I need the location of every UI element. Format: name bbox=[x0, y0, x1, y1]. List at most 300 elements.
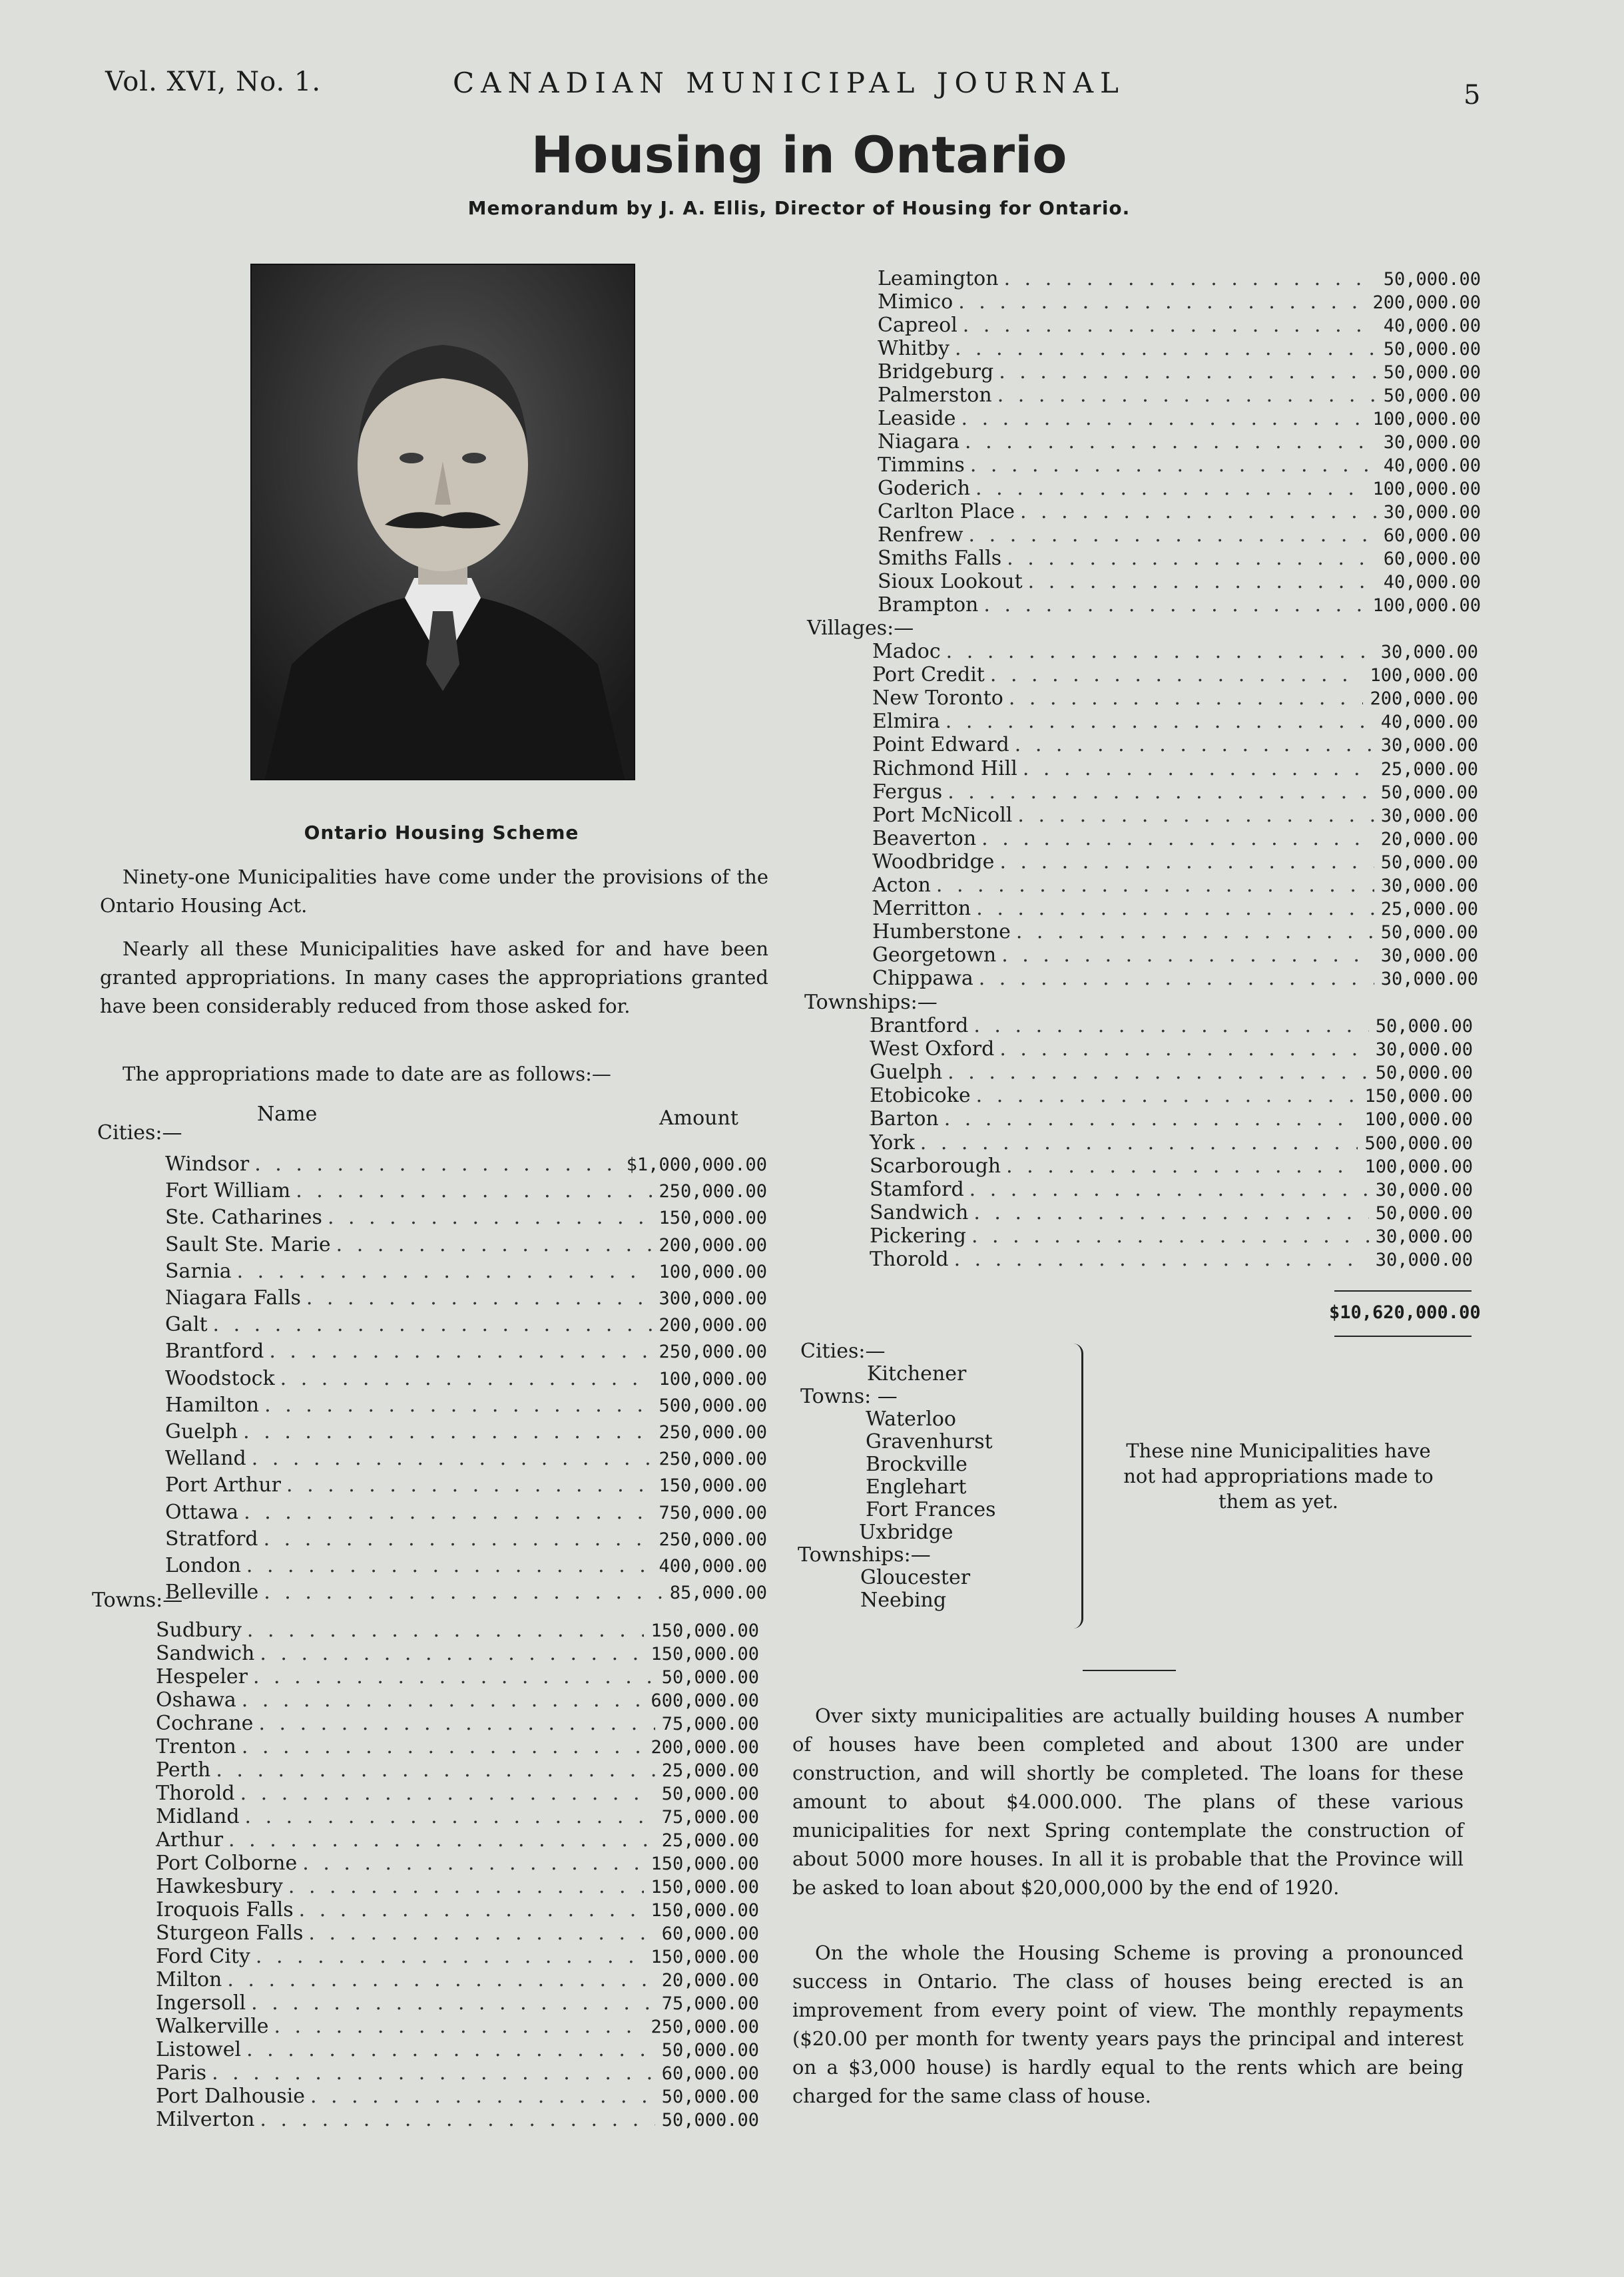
dot-leader bbox=[274, 2015, 644, 2038]
municipality-name: Woodbridge bbox=[872, 850, 995, 874]
municipality-name: Brantford bbox=[165, 1340, 264, 1364]
municipality-name: Ottawa bbox=[165, 1500, 239, 1524]
table-row bbox=[156, 1969, 759, 1992]
dot-leader bbox=[247, 1619, 645, 1642]
dot-leader bbox=[336, 1234, 653, 1256]
journal-name: CANADIAN MUNICIPAL JOURNAL bbox=[453, 67, 1125, 99]
intro-paragraph-1: Ninety-one Municipalities have come under the provisions of the Ontario Housing Act. bbox=[100, 866, 768, 917]
table-row bbox=[165, 1368, 767, 1391]
appropriation-amount: 20,000.00 bbox=[661, 1970, 759, 1991]
dot-leader bbox=[253, 1666, 655, 1688]
table-row bbox=[878, 384, 1481, 407]
municipality-name: New Toronto bbox=[872, 686, 1003, 710]
municipality-name: Bridgeburg bbox=[878, 360, 994, 383]
dot-leader bbox=[246, 1555, 653, 1577]
municipality-name: London bbox=[165, 1554, 241, 1577]
table-row bbox=[156, 2015, 759, 2039]
list-item: Fort Frances bbox=[866, 1498, 996, 1521]
table-row bbox=[870, 1038, 1473, 1061]
section-label-villages: Villages:— bbox=[807, 617, 914, 640]
article-subtitle: Memorandum by J. A. Ellis, Director of Housing for Ontario. bbox=[467, 197, 1131, 219]
dot-leader bbox=[999, 851, 1374, 874]
appropriation-amount: 100,000.00 bbox=[1364, 1156, 1473, 1177]
appropriation-amount: 50,000.00 bbox=[1380, 782, 1478, 803]
list-item: Gloucester bbox=[860, 1566, 971, 1589]
appropriation-amount: 30,000.00 bbox=[1375, 1039, 1473, 1061]
dot-leader bbox=[237, 1260, 653, 1283]
table-row bbox=[156, 2109, 759, 2132]
municipality-name: Goderich bbox=[878, 477, 971, 500]
table-row bbox=[156, 1619, 759, 1643]
dot-leader bbox=[920, 1132, 1358, 1154]
appropriation-amount: 50,000.00 bbox=[1380, 852, 1478, 873]
table-row bbox=[872, 921, 1478, 944]
dot-leader bbox=[990, 664, 1364, 686]
municipality-name: Oshawa bbox=[156, 1688, 236, 1712]
table-row bbox=[878, 571, 1481, 594]
municipality-name: Sudbury bbox=[156, 1619, 242, 1642]
table-row bbox=[156, 1852, 759, 1876]
table-row bbox=[870, 1132, 1473, 1155]
municipality-name: Walkerville bbox=[156, 2015, 269, 2038]
dot-leader bbox=[976, 1085, 1358, 1107]
table-row bbox=[872, 781, 1478, 804]
municipality-name: Perth bbox=[156, 1758, 211, 1782]
dot-leader bbox=[280, 1368, 653, 1390]
appropriation-amount: 600,000.00 bbox=[651, 1690, 759, 1711]
list-item: Waterloo bbox=[866, 1407, 956, 1431]
total-rule-bottom bbox=[1334, 1336, 1472, 1337]
dot-leader bbox=[212, 2062, 655, 2085]
appropriation-amount: 50,000.00 bbox=[1383, 362, 1481, 383]
appropriation-amount: 30,000.00 bbox=[1375, 1250, 1473, 1270]
list-item: Towns: — bbox=[800, 1385, 898, 1408]
table-row bbox=[878, 361, 1481, 384]
municipality-name: Ingersoll bbox=[156, 1991, 246, 2015]
table-row bbox=[165, 1555, 767, 1578]
appropriation-amount: 150,000.00 bbox=[651, 1854, 759, 1874]
table-row bbox=[870, 1155, 1473, 1178]
appropriation-amount: 30,000.00 bbox=[1375, 1226, 1473, 1247]
municipality-name: Brantford bbox=[870, 1014, 969, 1037]
appropriation-amount: 150,000.00 bbox=[651, 1900, 759, 1921]
dot-leader bbox=[936, 874, 1374, 897]
table-row bbox=[878, 268, 1481, 291]
dot-leader bbox=[252, 1447, 653, 1470]
bracket bbox=[1073, 1344, 1083, 1629]
municipality-name: Humberstone bbox=[872, 920, 1011, 944]
table-row bbox=[872, 851, 1478, 874]
dot-leader bbox=[1004, 268, 1377, 290]
dot-leader bbox=[308, 1922, 655, 1945]
appropriation-amount: 40,000.00 bbox=[1383, 572, 1481, 593]
table-row bbox=[878, 454, 1481, 477]
dot-leader bbox=[1017, 804, 1374, 827]
table-row bbox=[878, 407, 1481, 431]
table-row bbox=[165, 1528, 767, 1551]
list-item: Brockville bbox=[866, 1453, 967, 1476]
municipality-name: Sault Ste. Marie bbox=[165, 1232, 331, 1256]
municipality-name: Pickering bbox=[870, 1224, 966, 1248]
page-number: 5 bbox=[1464, 80, 1481, 111]
article-title: Housing in Ontario bbox=[531, 125, 1067, 184]
appropriation-amount: 60,000.00 bbox=[661, 1923, 759, 1944]
dot-leader bbox=[971, 1225, 1369, 1248]
municipality-name: Ford City bbox=[156, 1945, 250, 1968]
section-label-townships: Townships:— bbox=[804, 991, 938, 1014]
table-row bbox=[870, 1248, 1473, 1272]
table-row bbox=[156, 1736, 759, 1759]
list-item: Cities:— bbox=[800, 1340, 886, 1363]
dot-leader bbox=[954, 1248, 1369, 1271]
appropriation-amount: 60,000.00 bbox=[1383, 525, 1481, 546]
list-item: Townships:— bbox=[798, 1543, 931, 1567]
closing-paragraph-1: Over sixty municipalities are actually building houses A number of houses have been completed and about 1300 are under construction, and will shortly be completed. The loans for these amount to about $4.000.000. The plans of these various municipalities for next Spring contemplate the construction of about 5000 more houses. In all it is probable that the Province will be asked to loan about $20,000,000 by the end of 1920. bbox=[792, 1704, 1464, 1899]
appropriation-amount: 75,000.00 bbox=[661, 1993, 759, 2014]
photo-caption: Ontario Housing Scheme bbox=[304, 822, 579, 844]
municipality-name: Sturgeon Falls bbox=[156, 1921, 304, 1945]
municipality-name: Leaside bbox=[878, 407, 956, 430]
appropriation-amount: 25,000.00 bbox=[661, 1760, 759, 1781]
appropriation-amount: 150,000.00 bbox=[651, 1877, 759, 1898]
municipality-name: Windsor bbox=[165, 1152, 250, 1176]
municipality-name: Listowel bbox=[156, 2038, 242, 2061]
appropriation-amount: 30,000.00 bbox=[1383, 502, 1481, 523]
appropriation-amount: 100,000.00 bbox=[1364, 1109, 1473, 1131]
table-row bbox=[156, 1643, 759, 1666]
table-row bbox=[878, 314, 1481, 338]
dot-leader bbox=[328, 1206, 652, 1229]
municipality-name: Thorold bbox=[156, 1782, 235, 1805]
list-item: Gravenhurst bbox=[866, 1430, 993, 1453]
table-row bbox=[878, 501, 1481, 524]
appropriation-amount: 20,000.00 bbox=[1380, 828, 1478, 850]
appropriation-amount: 150,000.00 bbox=[659, 1208, 767, 1229]
municipality-name: Milverton bbox=[156, 2108, 255, 2131]
appropriation-amount: 200,000.00 bbox=[659, 1234, 767, 1256]
dot-leader bbox=[296, 1180, 652, 1202]
dot-leader bbox=[976, 897, 1374, 920]
municipality-name: Guelph bbox=[165, 1420, 238, 1443]
municipality-name: Whitby bbox=[878, 337, 949, 360]
appropriation-amount: 500,000.00 bbox=[1364, 1133, 1473, 1154]
appropriation-amount: 100,000.00 bbox=[659, 1368, 767, 1390]
appropriation-amount: 50,000.00 bbox=[1375, 1016, 1473, 1037]
table-row bbox=[878, 477, 1481, 501]
appropriation-amount: 200,000.00 bbox=[1372, 292, 1481, 313]
dot-leader bbox=[240, 1782, 655, 1805]
list-item: Uxbridge bbox=[859, 1521, 953, 1544]
table-row bbox=[165, 1474, 767, 1497]
appropriation-amount: 40,000.00 bbox=[1383, 316, 1481, 336]
table-row bbox=[878, 338, 1481, 361]
dot-leader bbox=[1028, 571, 1377, 593]
municipality-name: Mimico bbox=[878, 290, 953, 314]
dot-leader bbox=[969, 1178, 1369, 1201]
municipality-name: Smiths Falls bbox=[878, 547, 1002, 570]
dot-leader bbox=[242, 1736, 645, 1758]
appropriation-amount: 150,000.00 bbox=[651, 1947, 759, 1967]
appropriation-amount: 150,000.00 bbox=[1364, 1086, 1473, 1107]
appropriation-amount: 250,000.00 bbox=[659, 1529, 767, 1550]
municipality-name: Port McNicoll bbox=[872, 803, 1013, 827]
list-item: Englehart bbox=[866, 1475, 967, 1499]
table-row bbox=[156, 1899, 759, 1922]
appropriation-amount: 50,000.00 bbox=[661, 1667, 759, 1688]
municipality-name: Thorold bbox=[870, 1248, 949, 1271]
municipality-name: Sandwich bbox=[870, 1200, 969, 1224]
dot-leader bbox=[946, 640, 1374, 663]
dot-leader bbox=[264, 1528, 653, 1551]
municipality-name: Belleville bbox=[165, 1581, 259, 1605]
municipality-name: Midland bbox=[156, 1805, 240, 1828]
section-label-cities: Cities:— bbox=[97, 1121, 182, 1144]
total-rule bbox=[1334, 1290, 1472, 1292]
municipality-name: Carlton Place bbox=[878, 500, 1015, 523]
municipality-name: Milton bbox=[156, 1968, 222, 1991]
dot-leader bbox=[246, 2039, 655, 2061]
dot-leader bbox=[997, 384, 1377, 407]
municipality-name: Capreol bbox=[878, 314, 957, 337]
dot-leader bbox=[963, 314, 1377, 337]
municipality-name: Port Dalhousie bbox=[156, 2085, 305, 2108]
table-row bbox=[870, 1015, 1473, 1038]
table-row bbox=[872, 897, 1478, 921]
municipality-name: Palmerston bbox=[878, 383, 992, 407]
municipality-name: Woodstock bbox=[165, 1366, 275, 1390]
table-row bbox=[165, 1287, 767, 1310]
dot-leader bbox=[299, 1899, 645, 1921]
appropriation-amount: 50,000.00 bbox=[1383, 269, 1481, 290]
table-row bbox=[156, 1689, 759, 1712]
municipality-name: Sandwich bbox=[156, 1642, 255, 1665]
section-divider bbox=[1083, 1670, 1176, 1671]
appropriation-amount: 50,000.00 bbox=[661, 1784, 759, 1804]
table-row bbox=[165, 1153, 767, 1176]
volume-number: Vol. XVI, No. 1. bbox=[105, 67, 322, 97]
dot-leader bbox=[302, 1852, 644, 1875]
appropriation-amount: 150,000.00 bbox=[651, 1644, 759, 1664]
dot-leader bbox=[983, 594, 1366, 617]
appropriation-amount: 50,000.00 bbox=[1375, 1202, 1473, 1224]
municipality-name: Merritton bbox=[872, 897, 971, 921]
dot-leader bbox=[1020, 501, 1377, 523]
table-row bbox=[165, 1421, 767, 1444]
table-row bbox=[165, 1234, 767, 1257]
dot-leader bbox=[955, 338, 1377, 360]
municipality-name: Hespeler bbox=[156, 1665, 248, 1688]
municipality-name: Sioux Lookout bbox=[878, 570, 1023, 593]
appropriation-amount: 30,000.00 bbox=[1380, 876, 1478, 896]
dot-leader bbox=[264, 1394, 652, 1417]
appropriation-amount: 250,000.00 bbox=[651, 2017, 759, 2037]
dot-leader bbox=[1001, 944, 1374, 967]
dot-leader bbox=[213, 1314, 653, 1336]
dot-leader bbox=[961, 407, 1366, 430]
appropriation-amount: 60,000.00 bbox=[661, 2063, 759, 2084]
appropriation-amount: 50,000.00 bbox=[1380, 922, 1478, 943]
appropriation-amount: 30,000.00 bbox=[1380, 945, 1478, 967]
municipality-name: Richmond Hill bbox=[872, 756, 1017, 780]
appropriation-amount: $1,000,000.00 bbox=[626, 1154, 767, 1175]
dot-leader bbox=[258, 1712, 655, 1735]
table-row bbox=[872, 874, 1478, 897]
table-row bbox=[156, 1992, 759, 2015]
dot-leader bbox=[1023, 758, 1374, 780]
dot-leader bbox=[1006, 1155, 1358, 1178]
dot-leader bbox=[245, 1806, 655, 1828]
appropriation-amount: 85,000.00 bbox=[669, 1583, 767, 1604]
dot-leader bbox=[947, 1061, 1369, 1084]
appropriation-amount: 30,000.00 bbox=[1380, 805, 1478, 826]
municipality-name: Port Arthur bbox=[165, 1473, 282, 1497]
dot-leader bbox=[286, 1474, 652, 1497]
municipality-name: Acton bbox=[872, 874, 931, 897]
dot-leader bbox=[244, 1501, 652, 1524]
municipality-name: Hamilton bbox=[165, 1393, 260, 1417]
dot-leader bbox=[242, 1689, 645, 1712]
appropriation-amount: 30,000.00 bbox=[1380, 969, 1478, 990]
dot-leader bbox=[243, 1421, 652, 1443]
table-row bbox=[165, 1314, 767, 1337]
dot-leader bbox=[216, 1759, 655, 1782]
municipality-name: Hawkesbury bbox=[156, 1875, 283, 1898]
appropriation-amount: 60,000.00 bbox=[1383, 549, 1481, 569]
municipality-name: Brampton bbox=[878, 593, 979, 617]
table-row bbox=[156, 2039, 759, 2062]
list-item: Neebing bbox=[860, 1589, 947, 1612]
municipality-name: Iroquois Falls bbox=[156, 1898, 294, 1921]
dot-leader bbox=[973, 1202, 1368, 1224]
dot-leader bbox=[999, 361, 1376, 383]
table-row bbox=[872, 758, 1478, 781]
dot-leader bbox=[965, 431, 1377, 453]
appropriation-amount: 250,000.00 bbox=[659, 1449, 767, 1470]
appropriation-amount: 100,000.00 bbox=[659, 1261, 767, 1282]
column-heading-name: Name bbox=[257, 1103, 318, 1126]
table-row bbox=[156, 1876, 759, 1899]
dot-leader bbox=[310, 2085, 655, 2108]
dot-leader bbox=[975, 477, 1366, 500]
dot-leader bbox=[1007, 547, 1377, 570]
appropriation-amount: 25,000.00 bbox=[1380, 758, 1478, 780]
municipality-name: Fergus bbox=[872, 780, 943, 804]
municipality-name: Paris bbox=[156, 2061, 207, 2085]
appropriation-amount: 400,000.00 bbox=[659, 1556, 767, 1577]
municipality-name: Stamford bbox=[870, 1177, 964, 1201]
municipality-name: Arthur bbox=[156, 1828, 224, 1852]
municipality-name: Sarnia bbox=[165, 1259, 232, 1283]
table-row bbox=[870, 1178, 1473, 1202]
municipality-name: Stratford bbox=[165, 1527, 258, 1551]
appropriation-amount: 100,000.00 bbox=[1372, 479, 1481, 499]
appropriation-amount: 30,000.00 bbox=[1375, 1179, 1473, 1200]
municipality-name: Niagara Falls bbox=[165, 1286, 301, 1310]
table-row bbox=[870, 1085, 1473, 1108]
table-row bbox=[878, 524, 1481, 547]
closing-paragraph-2: On the whole the Housing Scheme is proving a pronounced success in Ontario. The class of houses being erected is an improvement from every point of view. The monthly repayments ($20.00 per month for twenty years pays the principal and interest on a $3,000 house) is hardly equal to the rents which are being charged for the same class of house. bbox=[792, 1941, 1464, 2107]
section-label-towns: Towns:— bbox=[92, 1589, 183, 1612]
appropriation-amount: 200,000.00 bbox=[651, 1737, 759, 1758]
appropriation-amount: 50,000.00 bbox=[1383, 385, 1481, 406]
dot-leader bbox=[251, 1992, 655, 2015]
dot-leader bbox=[973, 1015, 1368, 1037]
table-row bbox=[872, 687, 1478, 710]
table-row bbox=[872, 804, 1478, 828]
table-row bbox=[165, 1501, 767, 1525]
municipality-name: Chippawa bbox=[872, 967, 973, 991]
intro-paragraph-3: The appropriations made to date are as follows:— bbox=[123, 1063, 611, 1085]
table-row bbox=[165, 1180, 767, 1203]
dot-leader bbox=[1009, 687, 1364, 710]
appropriation-amount: 100,000.00 bbox=[1370, 665, 1478, 686]
table-row bbox=[156, 2085, 759, 2109]
dot-leader bbox=[254, 1153, 619, 1176]
appropriation-amount: 100,000.00 bbox=[1372, 595, 1481, 616]
municipality-name: Georgetown bbox=[872, 943, 997, 967]
municipality-name: Galt bbox=[165, 1313, 208, 1337]
dot-leader bbox=[969, 524, 1377, 547]
municipality-name: West Oxford bbox=[870, 1037, 995, 1061]
table-row bbox=[872, 944, 1478, 967]
grand-total: $10,620,000.00 bbox=[1329, 1302, 1481, 1323]
municipality-name: Niagara bbox=[878, 430, 960, 453]
table-row bbox=[165, 1260, 767, 1284]
table-row bbox=[165, 1394, 767, 1417]
appropriation-amount: 500,000.00 bbox=[659, 1395, 767, 1416]
table-row bbox=[165, 1206, 767, 1230]
intro-paragraph-2: Nearly all these Municipalities have asked for and have been granted appropriations. In many cases the appropriations granted have been considerably reduced from those asked for. bbox=[100, 937, 768, 1017]
dot-leader bbox=[269, 1340, 652, 1363]
municipality-name: Ste. Catharines bbox=[165, 1206, 322, 1230]
table-row bbox=[872, 967, 1478, 991]
appropriation-amount: 40,000.00 bbox=[1380, 712, 1478, 733]
appropriation-amount: 200,000.00 bbox=[659, 1315, 767, 1336]
dot-leader bbox=[981, 828, 1374, 850]
table-row bbox=[878, 291, 1481, 314]
municipality-name: Port Credit bbox=[872, 663, 985, 687]
table-row bbox=[165, 1447, 767, 1471]
appropriation-amount: 150,000.00 bbox=[651, 1621, 759, 1641]
municipality-name: Trenton bbox=[156, 1735, 236, 1758]
municipality-name: Fort William bbox=[165, 1179, 291, 1203]
table-row bbox=[165, 1581, 767, 1605]
table-row bbox=[878, 594, 1481, 617]
dot-leader bbox=[227, 1969, 655, 1991]
table-row bbox=[872, 640, 1478, 664]
municipality-name: Cochrane bbox=[156, 1712, 254, 1735]
dot-leader bbox=[288, 1876, 645, 1898]
table-row bbox=[878, 431, 1481, 454]
municipality-name: York bbox=[870, 1131, 915, 1154]
portrait-illustration bbox=[252, 265, 634, 779]
column-heading-amount: Amount bbox=[659, 1107, 738, 1130]
appropriation-amount: 30,000.00 bbox=[1383, 432, 1481, 453]
appropriation-amount: 50,000.00 bbox=[661, 2087, 759, 2107]
dot-leader bbox=[306, 1287, 653, 1310]
municipality-name: Madoc bbox=[872, 640, 941, 663]
appropriation-amount: 150,000.00 bbox=[659, 1475, 767, 1497]
appropriation-amount: 75,000.00 bbox=[661, 1807, 759, 1828]
appropriation-amount: 25,000.00 bbox=[1380, 899, 1478, 920]
table-row bbox=[872, 710, 1478, 734]
table-row bbox=[878, 547, 1481, 571]
municipality-name: Scarborough bbox=[870, 1154, 1001, 1178]
dot-leader bbox=[947, 781, 1374, 804]
dot-leader bbox=[946, 710, 1374, 733]
municipality-name: Etobicoke bbox=[870, 1084, 971, 1108]
table-row bbox=[156, 1666, 759, 1689]
